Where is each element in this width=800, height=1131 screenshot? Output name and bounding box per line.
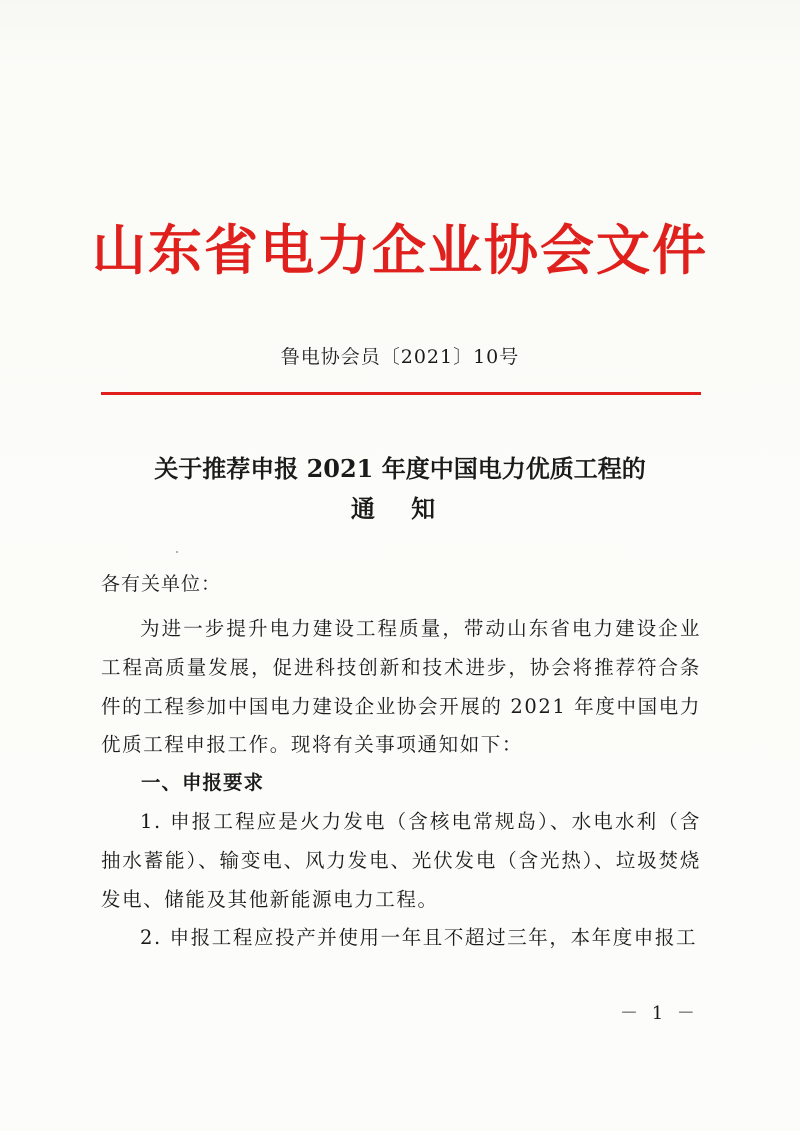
document-number: 鲁电协会员〔2021〕10号 (280, 346, 520, 368)
notice-title-line-1: 关于推荐申报 2021 年度中国电力优质工程的 (154, 454, 646, 483)
intro-paragraph: 为进一步提升电力建设工程质量，带动山东省电力建设企业工程高质量发展，促进科技创新和技术进步，协会将推荐符合条件的工程参加中国电力建设企业协会开展的 2021 年度中国电力优质工程申报工作。现将有关事项通知如下： (101, 617, 701, 757)
page-number: － 1 － (620, 1003, 699, 1024)
scan-speck (176, 551, 178, 553)
requirement-item-1: 1. 申报工程应是火力发电（含核电常规岛）、水电水利（含抽水蓄能）、输变电、风力发电、光伏发电（含光热）、垃圾焚烧发电、储能及其他新能源电力工程。 (101, 810, 701, 911)
salutation: 各有关单位： (101, 573, 222, 595)
masthead-title: 山东省电力企业协会文件 (92, 218, 708, 282)
red-divider-rule (101, 392, 701, 395)
section-heading-requirements: 一、申报要求 (141, 771, 265, 794)
requirement-item-2: 2. 申报工程应投产并使用一年且不超过三年，本年度申报工 (140, 926, 698, 949)
notice-title-line-2: 通 知 (350, 494, 450, 523)
